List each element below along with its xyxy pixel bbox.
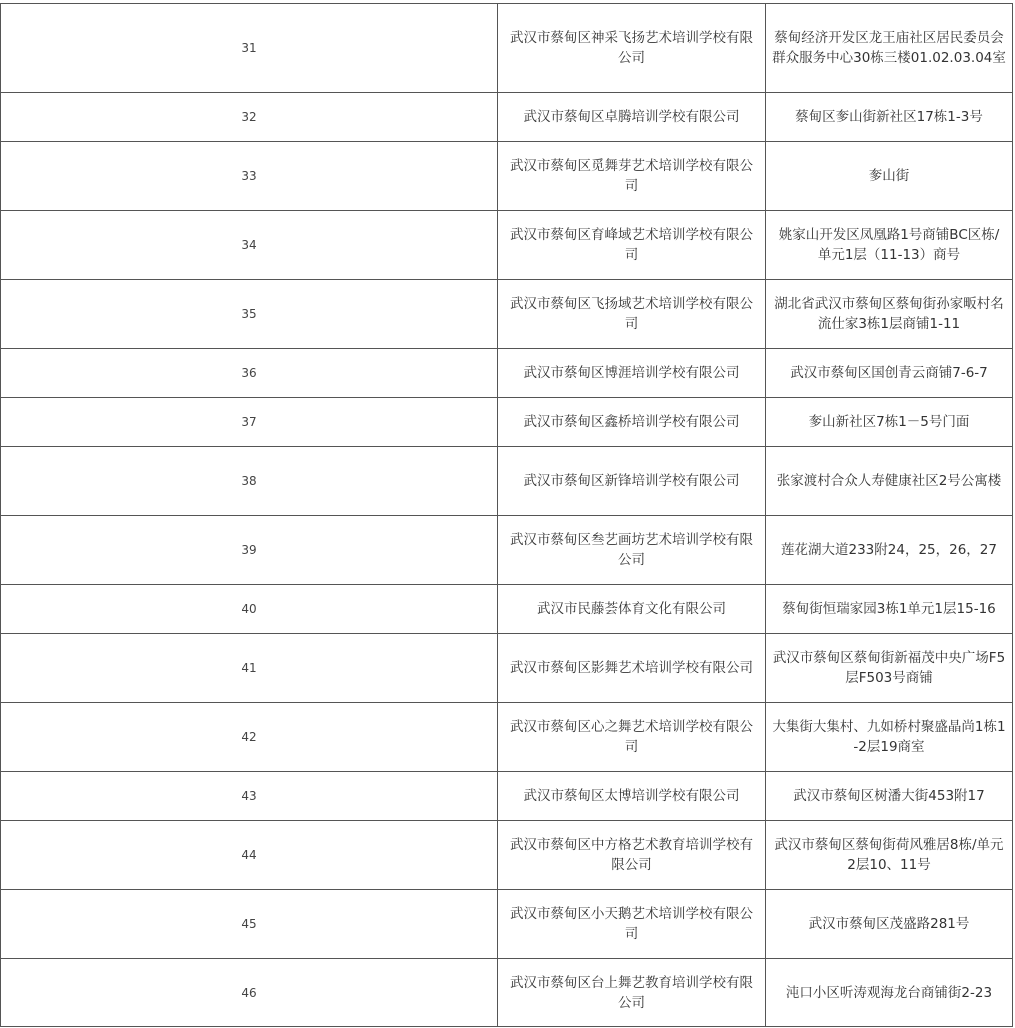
school-name: 武汉市蔡甸区卓腾培训学校有限公司 xyxy=(498,93,766,142)
row-number: 44 xyxy=(1,821,498,890)
school-name: 武汉市蔡甸区新锋培训学校有限公司 xyxy=(498,447,766,516)
school-name: 武汉市蔡甸区博涯培训学校有限公司 xyxy=(498,349,766,398)
row-number: 34 xyxy=(1,211,498,280)
table-row xyxy=(1,821,1013,890)
school-name: 武汉市蔡甸区小天鹅艺术培训学校有限公司 xyxy=(498,890,766,959)
row-number: 46 xyxy=(1,959,498,1027)
school-address: 蔡甸街恒瑞家园3栋1单元1层15-16 xyxy=(766,585,1013,634)
school-name: 武汉市蔡甸区中方格艺术教育培训学校有限公司 xyxy=(498,821,766,890)
row-number: 42 xyxy=(1,703,498,772)
row-number: 45 xyxy=(1,890,498,959)
row-number: 43 xyxy=(1,772,498,821)
school-address: 武汉市蔡甸区蔡甸街荷风雅居8栋/单元2层10、11号 xyxy=(766,821,1013,890)
school-address: 奓山新社区7栋1－5号门面 xyxy=(766,398,1013,447)
table-row xyxy=(1,634,1013,703)
row-number: 41 xyxy=(1,634,498,703)
school-address: 姚家山开发区凤凰路1号商铺BC区栋/单元1层（11-13）商号 xyxy=(766,211,1013,280)
table-row xyxy=(1,447,1013,516)
row-number: 31 xyxy=(1,4,498,93)
row-number: 38 xyxy=(1,447,498,516)
table-row xyxy=(1,398,1013,447)
table-row xyxy=(1,890,1013,959)
school-address: 武汉市蔡甸区国创青云商铺7-6-7 xyxy=(766,349,1013,398)
table-row xyxy=(1,211,1013,280)
school-address: 奓山街 xyxy=(766,142,1013,211)
table-row xyxy=(1,703,1013,772)
row-number: 32 xyxy=(1,93,498,142)
table-row xyxy=(1,585,1013,634)
table-row xyxy=(1,516,1013,585)
table-row xyxy=(1,959,1013,1027)
school-name: 武汉市蔡甸区影舞艺术培训学校有限公司 xyxy=(498,634,766,703)
row-number: 33 xyxy=(1,142,498,211)
row-number: 39 xyxy=(1,516,498,585)
school-name: 武汉市蔡甸区鑫桥培训学校有限公司 xyxy=(498,398,766,447)
school-name: 武汉市蔡甸区飞扬域艺术培训学校有限公司 xyxy=(498,280,766,349)
school-address: 沌口小区听涛观海龙台商铺街2-23 xyxy=(766,959,1013,1027)
school-address: 湖北省武汉市蔡甸区蔡甸街孙家畈村名流仕家3栋1层商铺1-11 xyxy=(766,280,1013,349)
school-address: 大集街大集村、九如桥村聚盛晶尚1栋1-2层19商室 xyxy=(766,703,1013,772)
row-number: 40 xyxy=(1,585,498,634)
table-row xyxy=(1,142,1013,211)
school-address: 武汉市蔡甸区树潘大街453附17 xyxy=(766,772,1013,821)
table-row xyxy=(1,349,1013,398)
school-address: 蔡甸经济开发区龙王庙社区居民委员会群众服务中心30栋三楼01.02.03.04室 xyxy=(766,4,1013,93)
school-name: 武汉市蔡甸区叁艺画坊艺术培训学校有限公司 xyxy=(498,516,766,585)
school-address: 蔡甸区奓山街新社区17栋1-3号 xyxy=(766,93,1013,142)
school-name: 武汉市蔡甸区神采飞扬艺术培训学校有限公司 xyxy=(498,4,766,93)
school-address: 武汉市蔡甸区茂盛路281号 xyxy=(766,890,1013,959)
school-address: 莲花湖大道233附24，25，26，27 xyxy=(766,516,1013,585)
school-name: 武汉市蔡甸区育峰域艺术培训学校有限公司 xyxy=(498,211,766,280)
table-row xyxy=(1,93,1013,142)
table-body xyxy=(1,4,1013,1027)
school-name: 武汉市蔡甸区心之舞艺术培训学校有限公司 xyxy=(498,703,766,772)
row-number: 35 xyxy=(1,280,498,349)
school-name: 武汉市蔡甸区太博培训学校有限公司 xyxy=(498,772,766,821)
school-list-table xyxy=(0,3,1013,1027)
table-row xyxy=(1,772,1013,821)
school-name: 武汉市蔡甸区台上舞艺教育培训学校有限公司 xyxy=(498,959,766,1027)
school-name: 武汉市蔡甸区觅舞芽艺术培训学校有限公司 xyxy=(498,142,766,211)
school-address: 武汉市蔡甸区蔡甸街新福茂中央广场F5层F503号商铺 xyxy=(766,634,1013,703)
row-number: 36 xyxy=(1,349,498,398)
school-name: 武汉市民藤荟体育文化有限公司 xyxy=(498,585,766,634)
row-number: 37 xyxy=(1,398,498,447)
table-row xyxy=(1,280,1013,349)
table-row xyxy=(1,4,1013,93)
school-address: 张家渡村合众人寿健康社区2号公寓楼 xyxy=(766,447,1013,516)
